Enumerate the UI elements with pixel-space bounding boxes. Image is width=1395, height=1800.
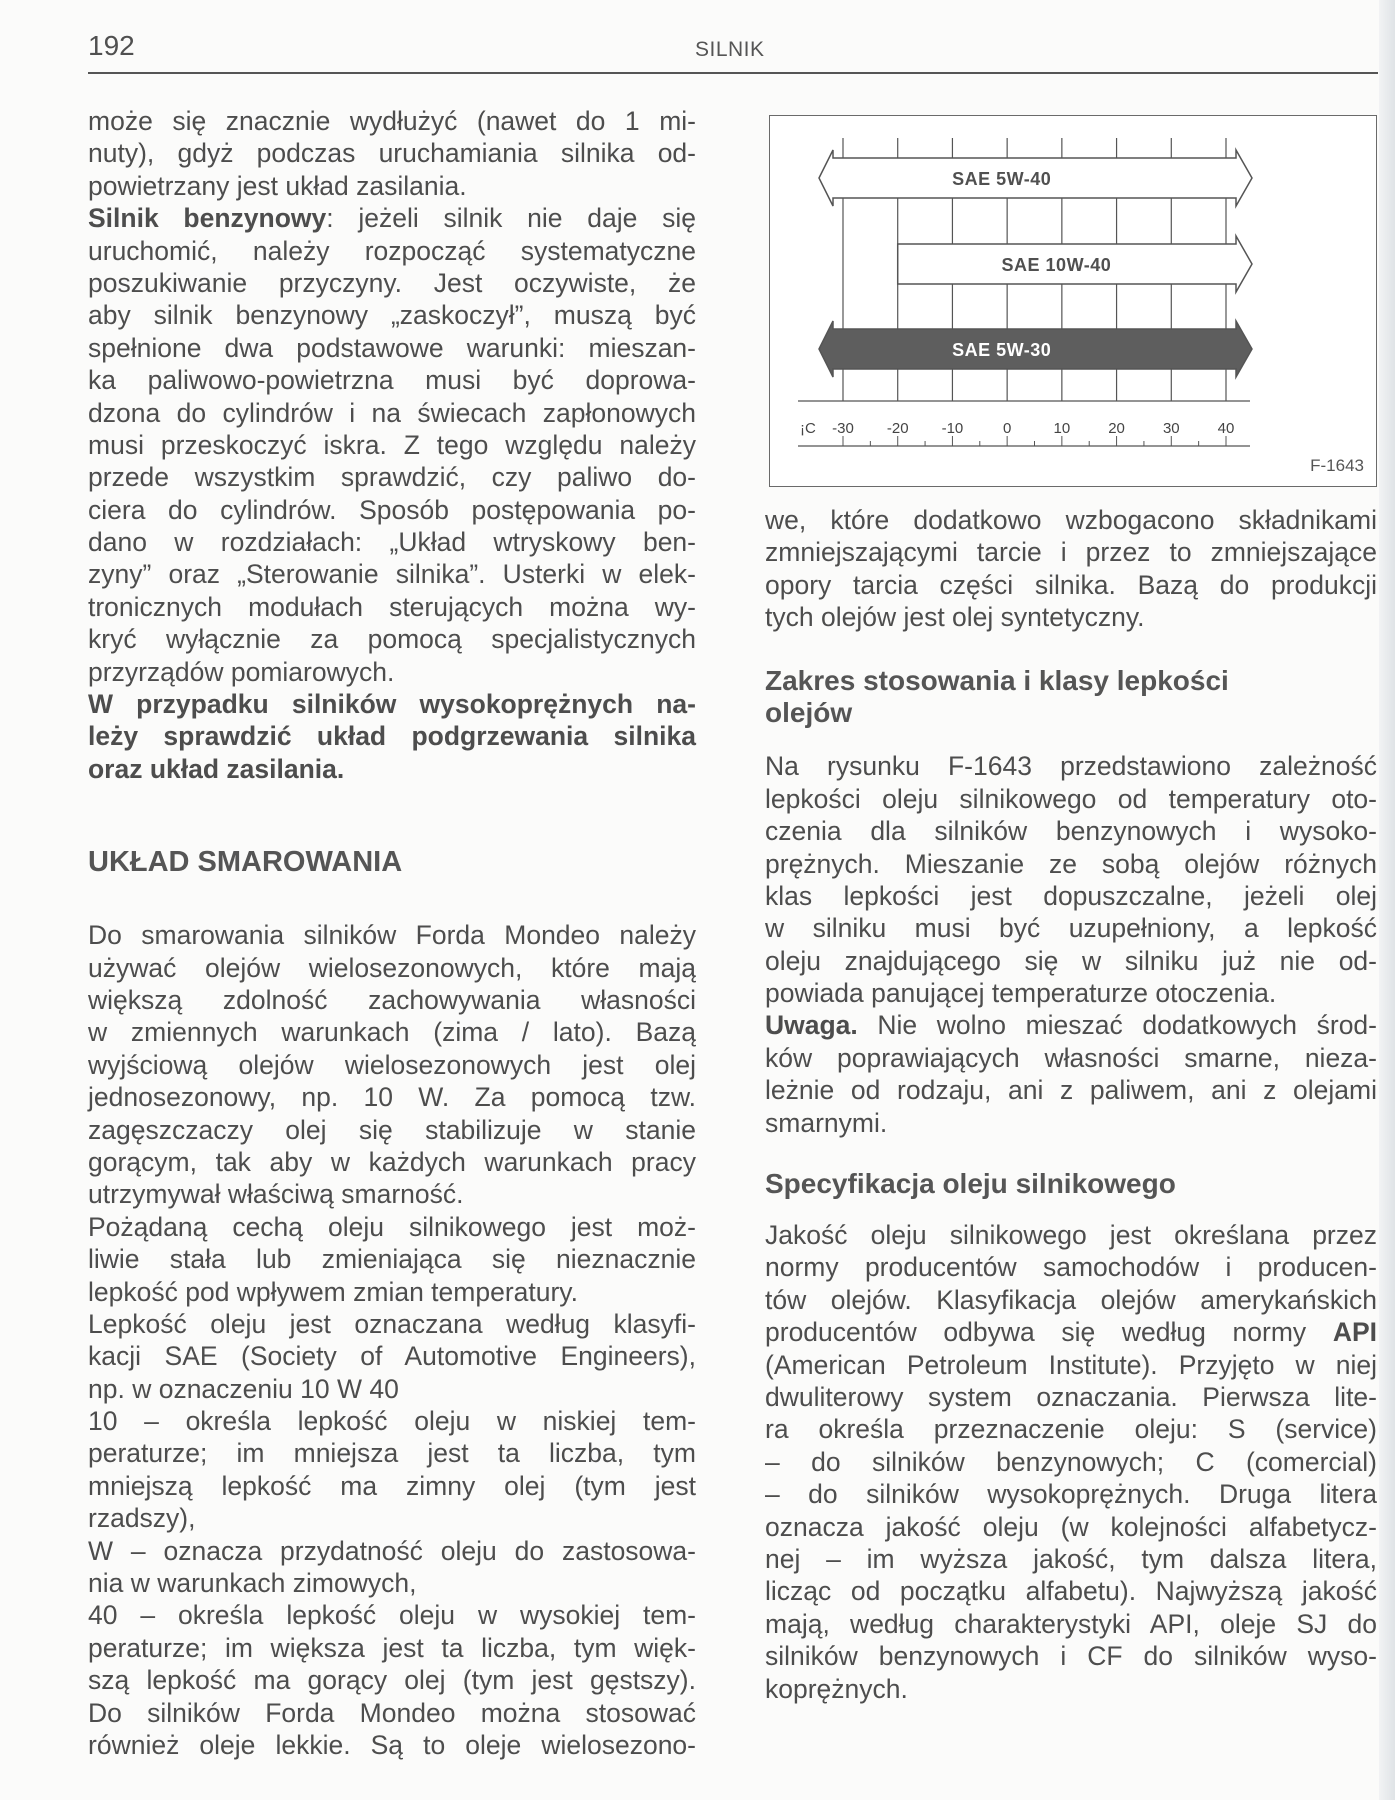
text-line [88,688,696,720]
line-text: powietrzany jest układ zasilania. [88,170,467,201]
text-line [765,1446,1377,1478]
line-text: normy producentów samochodów i producen- [765,1252,1377,1283]
text-line [88,299,696,331]
line-text: utrzymywał właściwą smarność. [88,1179,464,1210]
spacer [88,785,696,845]
tick-label: -10 [941,420,964,437]
line-text: silników benzynowych i CF do silników wyso- [765,1641,1377,1672]
line-text: Na rysunku F-1643 przedstawiono zależność [765,751,1377,782]
figure-id: F-1643 [1310,456,1364,475]
text-line [88,623,696,655]
line-text: rzadszy), [88,1503,196,1534]
line-text: ciera do cylindrów. Sposób postępowania po- [88,494,696,525]
line-text: koprężnych. [765,1673,908,1704]
page-number: 192 [88,30,135,61]
text-line [765,536,1377,568]
line-text: W – oznacza przydatność oleju do zastosowa- [88,1535,696,1566]
text-line [88,952,696,984]
text-line [765,848,1377,880]
line-text: spełnione dwa podstawowe warunki: mieszan- [88,332,696,363]
text-line [88,1243,696,1275]
running-head: SILNIK [695,38,765,61]
line-text: zmniejszającymi tarcie i przez to zmniejszające [765,537,1377,568]
text-line [765,880,1377,912]
text-line [88,1437,696,1469]
line-text: szą lepkość ma gorący olej (tym jest gęstszy). [88,1665,696,1696]
text-line [765,1042,1377,1074]
line-text: oleju znajdującego się w silniku już nie od- [765,945,1377,976]
left-column [88,105,696,1761]
line-text: liwie stała lub zmieniająca się nieznacznie [88,1244,696,1275]
line-text: – do silników wysokoprężnych. Druga litera [765,1479,1377,1510]
line-text: dwuliterowy system oznaczania. Pierwsza lite- [765,1381,1377,1412]
line-text: w silniku musi być uzupełniony, a lepkość [765,913,1377,944]
text-line [765,1251,1377,1283]
line-text: poszukiwanie przyczyny. Jest oczywiste, że [88,267,696,298]
line-text: prężnych. Mieszanie ze sobą olejów różnych [765,848,1377,879]
line-text: oznacza jakość oleju (w kolejności alfabetycz- [765,1511,1377,1542]
spacer [765,728,1377,750]
text-line [765,1074,1377,1106]
line-text: np. w oznaczeniu 10 W 40 [88,1373,399,1404]
line-text: wyjściową olejów wielosezonowych jest olej [88,1049,696,1080]
line-text: Jakość oleju silnikowego jest określana przez [765,1220,1377,1251]
line-text: kacji SAE (Society of Automotive Engineers), [88,1341,696,1372]
text-line [88,1211,696,1243]
text-line [88,1340,696,1372]
section-heading-zakres [765,664,1377,729]
line-text: jednosezonowy, np. 10 W. Za pomocą tzw. [88,1082,696,1113]
spacer [765,634,1377,664]
text-line [765,1381,1377,1413]
text-line [88,1178,696,1210]
line-text: (American Petroleum Institute). Przyjęto w niej [765,1349,1377,1380]
heading-line: Zakres stosowania i klasy lepkości [765,664,1229,696]
text-line [88,1308,696,1340]
text-line [765,569,1377,601]
line-text: lepkość pod wpływem zmian temperatury. [88,1276,578,1307]
tick-label: 20 [1108,420,1125,437]
line-text: gorącym, tak aby w każdych warunkach pracy [88,1146,696,1177]
line-text: dano w rozdziałach: „Układ wtryskowy ben- [88,527,696,558]
bar-label: SAE 5W-30 [952,340,1052,360]
spacer [765,1139,1377,1167]
text-line [88,919,696,951]
text-line [765,504,1377,536]
text-line [765,1511,1377,1543]
line-text: we, które dodatkowo wzbogacono składnikami [765,505,1377,535]
text-line [88,753,696,785]
right-paragraphs-2 [765,750,1377,1139]
line-text: Do silników Forda Mondeo można stosować [88,1697,696,1728]
line-text: – do silników benzynowych; C (comercial) [765,1446,1377,1477]
text-line [88,429,696,461]
line-text: używać olejów wielosezonowych, które mają [88,952,696,983]
text-line [88,1146,696,1178]
line-text: : jeżeli silnik nie daje się [326,203,696,234]
text-line [88,1470,696,1502]
line-text: Lepkość oleju jest oznaczana według klasyfi- [88,1308,696,1339]
figure-f1643 [769,115,1377,487]
line-text: producentów odbywa się według normy [765,1317,1333,1348]
text-line [765,1575,1377,1607]
line-text: nuty), gdyż podczas uruchamiania silnika od- [88,138,696,169]
text-line [88,137,696,169]
line-text: opory tarcia części silnika. Bazą do produkcji [765,569,1377,600]
text-line [765,912,1377,944]
bold-text: API [1332,1317,1377,1348]
text-line [765,1413,1377,1445]
section-heading-smarowanie: UKŁAD SMAROWANIA [88,846,403,879]
text-line [765,1608,1377,1640]
line-text: w zmiennych warunkach (zima / lato). Bazą [88,1017,696,1048]
line-text: czenia dla silników benzynowych i wysoko- [765,816,1377,847]
text-line [765,601,1377,633]
text-line [88,1373,696,1405]
tick-label: 10 [1053,420,1071,437]
text-line [765,1316,1377,1348]
text-line [88,461,696,493]
text-line [88,1535,696,1567]
text-line [88,591,696,623]
text-line [88,1405,696,1437]
line-text: tych olejów jest olej syntetyczny. [765,602,1145,633]
tick-label: 40 [1217,420,1235,437]
line-text: leżnie od rodzaju, ani z paliwem, ani z olejami [765,1075,1377,1106]
heading-line: olejów [765,696,853,728]
bold-text: leży sprawdzić układ podgrzewania silnika [88,721,696,752]
text-line [88,984,696,1016]
line-text: musi przeskoczyć iskra. Z tego względu należy [88,429,696,460]
left-paragraphs [88,105,696,785]
text-line [88,1081,696,1113]
line-text: ka paliwowo-powietrzna musi być doprowa- [88,365,696,396]
text-line [88,720,696,752]
text-line [88,397,696,429]
line-text: 40 – określa lepkość oleju w wysokiej tem- [88,1600,696,1631]
right-paragraphs-3 [765,1219,1377,1705]
line-text: przede wszystkim sprawdzić, czy paliwo do- [88,462,696,493]
text-line [88,1276,696,1308]
text-line [88,1114,696,1146]
text-line [765,977,1377,1009]
text-line [765,815,1377,847]
text-line [88,202,696,234]
bold-text: W przypadku silników wysokoprężnych na- [88,689,696,720]
text-line [765,1478,1377,1510]
tick-label: 0 [1002,420,1012,437]
text-line [765,783,1377,815]
line-text: powiada panującej temperaturze otoczenia. [765,978,1277,1009]
text-line [88,1697,696,1729]
tick-label: -20 [886,420,909,437]
text-line [765,750,1377,782]
line-text: 10 – określa lepkość oleju w niskiej tem- [88,1406,696,1437]
left-paragraphs-2 [88,919,696,1761]
line-text: Pożądaną cechą oleju silnikowego jest moż- [88,1211,696,1242]
line-text: zagęszczaczy olej się stabilizuje w stanie [88,1114,696,1145]
line-text: zyny” oraz „Sterowanie silnika”. Usterki w elek- [88,559,696,590]
bold-text: oraz układ zasilania. [88,753,345,784]
line-text: peraturze; im mniejsza jest ta liczba, tym [88,1438,696,1469]
text-line [765,945,1377,977]
text-line [765,1009,1377,1041]
viscosity-temperature-chart [770,116,1376,486]
text-line [765,1107,1377,1139]
right-column [765,504,1377,1705]
text-line [765,1543,1377,1575]
line-text: tów olejów. Klasyfikacja olejów amerykańskich [765,1284,1377,1315]
text-line [88,558,696,590]
line-text: ków poprawiających własności smarne, nieza- [765,1042,1377,1073]
text-line [88,1567,696,1599]
text-line [765,1284,1377,1316]
text-line [88,332,696,364]
text-line [88,656,696,688]
section-heading-specyfikacja: Specyfikacja oleju silnikowego [765,1168,1176,1200]
line-text: tronicznych modułach sterujących można wy- [88,591,696,622]
bar-label: SAE 5W-40 [952,169,1052,189]
line-text: peraturze; im większa jest ta liczba, tym więk- [88,1632,696,1663]
bar-label: SAE 10W-40 [1001,255,1112,275]
line-text: licząc od początku alfabetu). Najwyższą jakość [765,1576,1377,1607]
line-text: kryć wyłącznie za pomocą specjalistycznych [88,624,696,655]
scan-edge [1379,0,1395,1800]
line-text: smarnymi. [765,1107,888,1138]
line-text: nia w warunkach zimowych, [88,1568,417,1599]
unit-label: ¡C [800,420,816,437]
line-text: ra określa przeznaczenie oleju: S (service) [765,1414,1377,1445]
line-text: mają, według charakterystyki API, oleje SJ do [765,1608,1377,1639]
text-line [765,1640,1377,1672]
bold-text: Silnik benzynowy [88,203,327,234]
line-text: większą zdolność zachowywania własności [88,984,696,1015]
text-line [88,235,696,267]
line-text: mniejszą lepkość ma zimny olej (tym jest [88,1470,696,1501]
line-text: może się znacznie wydłużyć (nawet do 1 mi- [88,106,696,136]
right-paragraphs [765,504,1377,634]
header-rule [88,72,1378,74]
tick-label: -30 [832,420,854,437]
line-text: aby silnik benzynowy „zaskoczył”, muszą być [88,300,696,331]
line-text: również oleje lekkie. Są to oleje wielosezono- [88,1729,696,1760]
text-line [88,494,696,526]
line-text: przyrządów pomiarowych. [88,656,395,687]
text-line [88,526,696,558]
line-text: uruchomić, należy rozpocząć systematyczne [88,235,696,266]
text-line [765,1349,1377,1381]
line-text: Nie wolno mieszać dodatkowych środ- [857,1010,1377,1041]
line-text: lepkości oleju silnikowego od temperatury oto- [765,783,1377,814]
text-line [88,364,696,396]
line-text: Do smarowania silników Forda Mondeo należy [88,920,696,951]
text-line [88,1016,696,1048]
text-line [88,1632,696,1664]
text-line [88,105,696,137]
line-text: nej – im wyższa jakość, tym dalsza litera, [765,1543,1377,1574]
line-text: dzona do cylindrów i na świecach zapłonowych [88,397,696,428]
text-line [88,1049,696,1081]
text-line [765,1219,1377,1251]
line-text: klas lepkości jest dopuszczalne, jeżeli olej [765,880,1377,911]
text-line [765,1673,1377,1705]
text-line [88,1502,696,1534]
text-line [88,170,696,202]
bold-text: Uwaga. [765,1010,858,1041]
text-line [88,1599,696,1631]
tick-label: 30 [1162,420,1180,437]
text-line [88,1729,696,1761]
text-line [88,1664,696,1696]
text-line [88,267,696,299]
